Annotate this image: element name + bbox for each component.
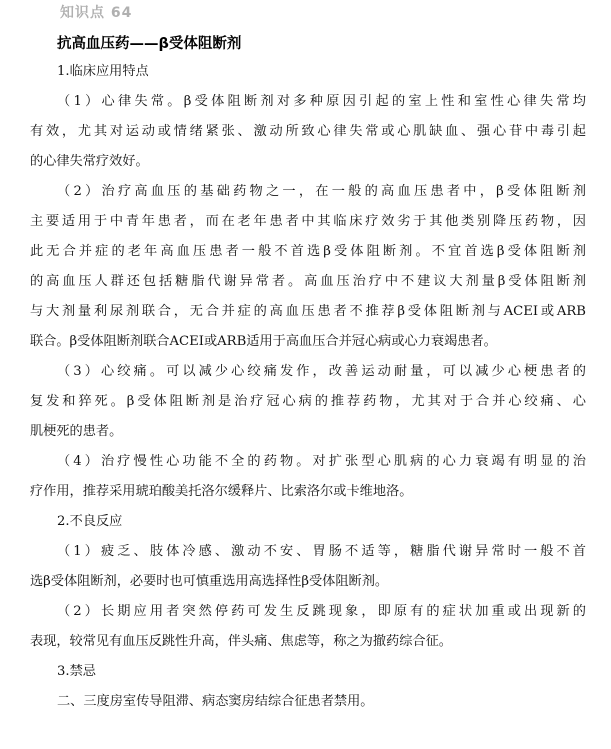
text-line: 联合。β受体阻断剂联合ACEI或ARB适用于高血压合并冠心病或心力衰竭患者。 (30, 334, 497, 349)
subheading-clinical-use: 1.临床应用特点 (57, 64, 149, 79)
text-line: 表现，较常见有血压反跳性升高，伴头痛、焦虑等，称之为撤药综合征。 (30, 634, 452, 649)
text-line: 肌梗死的患者。 (30, 424, 123, 439)
text-line: （1）疲乏、肢体冷感、激动不安、胃肠不适等，糖脂代谢异常时一般不首 (57, 544, 586, 559)
subheading-adverse-reactions: 2.不良反应 (57, 514, 123, 529)
section-title: 抗高血压药——β受体阻断剂 (57, 36, 242, 52)
text-line: 二、三度房室传导阻滞、病态窦房结综合征患者禁用。 (57, 694, 374, 709)
knowledge-point-label: 知识点 64 (60, 5, 133, 21)
text-line: 主要适用于中青年患者，而在老年患者中其临床疗效劣于其他类别降压药物，因 (30, 214, 586, 229)
text-line: （4）治疗慢性心功能不全的药物。对扩张型心肌病的心力衰竭有明显的治 (57, 454, 586, 469)
text-line: 与大剂量利尿剂联合，无合并症的高血压患者不推荐β受体阻断剂与ACEI或ARB (30, 304, 586, 319)
text-line: （2）长期应用者突然停药可发生反跳现象，即原有的症状加重或出现新的 (57, 604, 586, 619)
text-line: （3）心绞痛。可以减少心绞痛发作，改善运动耐量，可以减少心梗患者的 (57, 364, 586, 379)
text-line: 此无合并症的老年高血压患者一般不首选β受体阻断剂。不宜首选β受体阻断剂 (30, 244, 586, 259)
text-line: 的心律失常疗效好。 (30, 154, 149, 169)
text-line: 选β受体阻断剂，必要时也可慎重选用高选择性β受体阻断剂。 (30, 574, 389, 589)
text-line: 的高血压人群还包括糖脂代谢异常者。高血压治疗中不建议大剂量β受体阻断剂 (30, 274, 586, 289)
text-line: 有效，尤其对运动或情绪紧张、激动所致心律失常或心肌缺血、强心苷中毒引起 (30, 124, 586, 139)
subheading-contraindications: 3.禁忌 (57, 664, 96, 679)
text-line: 疗作用，推荐采用琥珀酸美托洛尔缓释片、比索洛尔或卡维地洛。 (30, 484, 413, 499)
text-line: （2）治疗高血压的基础药物之一，在一般的高血压患者中，β受体阻断剂 (57, 184, 586, 199)
text-line: （1）心律失常。β受体阻断剂对多种原因引起的室上性和室性心律失常均 (57, 94, 586, 109)
text-line: 复发和猝死。β受体阻断剂是治疗冠心病的推荐药物，尤其对于合并心绞痛、心 (30, 394, 586, 409)
